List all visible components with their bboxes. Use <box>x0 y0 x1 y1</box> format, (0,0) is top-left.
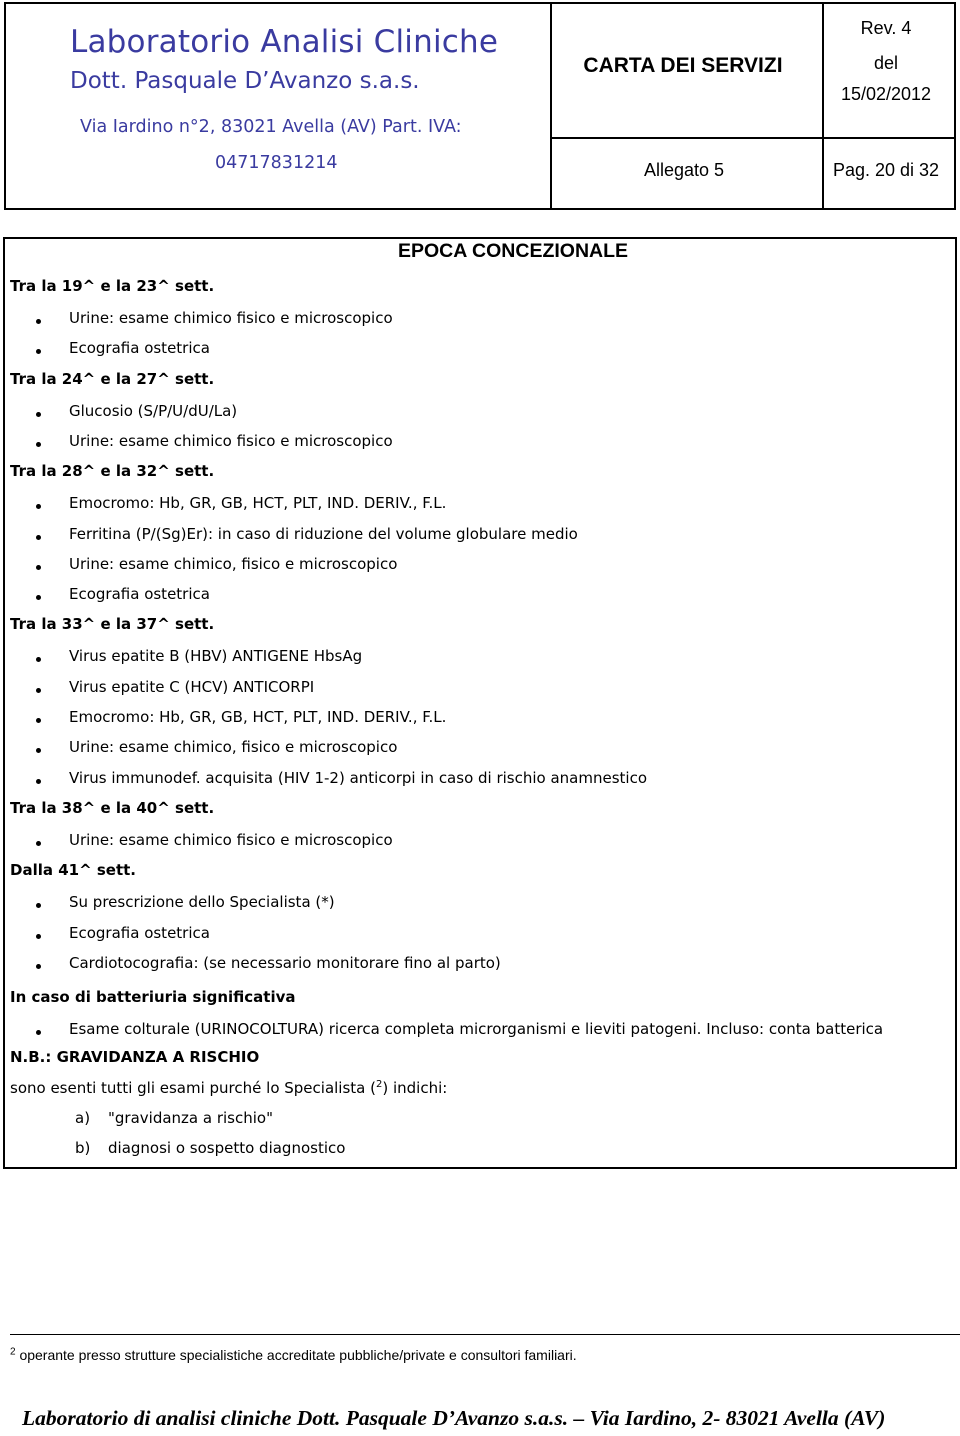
list-item: Ecografia ostetrica <box>69 923 210 942</box>
lab-vat: 04717831214 <box>215 153 338 173</box>
list-item: Virus epatite B (HBV) ANTIGENE HbsAg <box>69 647 363 666</box>
page-footer: Laboratorio di analisi cliniche Dott. Pasquale D’Avanzo s.a.s. – Via Iardino, 2- 83021 Avella (AV) <box>22 1406 886 1430</box>
document-title: CARTA DEI SERVIZI <box>583 54 783 77</box>
section-title: In caso di batteriuria significativa <box>10 988 296 1007</box>
revision-date: 15/02/2012 <box>840 84 932 104</box>
page-number: Pag. 20 di 32 <box>832 160 940 180</box>
list-item: Esame colturale (URINOCOLTURA) ricerca completa microrganismi e lieviti patogeni. Incluso: conta batterica <box>69 1020 884 1039</box>
list-item: Virus immunodef. acquisita (HIV 1-2) anticorpi in caso di rischio anamnestico <box>69 768 648 787</box>
list-item: Ferritina (P/(Sg)Er): in caso di riduzione del volume globulare medio <box>69 524 578 543</box>
header-divider <box>550 137 956 139</box>
list-item: Urine: esame chimico fisico e microscopico <box>69 431 393 450</box>
bullet-icon <box>36 565 41 570</box>
revision-del-label: del <box>873 53 899 73</box>
bullet-icon <box>36 412 41 417</box>
attachment-label: Allegato 5 <box>643 160 725 180</box>
footnote <box>10 1347 577 1363</box>
list-item: Cardiotocografia: (se necessario monitorare fino al parto) <box>69 953 501 972</box>
bullet-icon <box>36 841 41 846</box>
bullet-icon <box>36 688 41 693</box>
bullet-icon <box>36 442 41 447</box>
nb-text <box>10 1079 447 1097</box>
list-item: Urine: esame chimico, fisico e microscopico <box>69 738 398 757</box>
bullet-icon <box>36 718 41 723</box>
footnote-number: 2 <box>10 1346 16 1358</box>
nb-list-item: diagnosi o sospetto diagnostico <box>108 1139 346 1157</box>
section-title: Tra la 24^ e la 27^ sett. <box>10 369 215 388</box>
section-title: Dalla 41^ sett. <box>10 861 137 880</box>
list-item: Emocromo: Hb, GR, GB, HCT, PLT, IND. DERIV., F.L. <box>69 494 447 513</box>
revision-label: Rev. 4 <box>860 18 912 38</box>
footnote-separator <box>10 1334 960 1335</box>
footnote-text: operante presso strutture specialistiche accreditate pubbliche/private e consultori familiari. <box>19 1347 577 1363</box>
list-item: Glucosio (S/P/U/dU/La) <box>69 401 238 420</box>
lab-owner: Dott. Pasquale D’Avanzo s.a.s. <box>70 68 420 94</box>
nb-list-marker: a) <box>75 1109 91 1127</box>
section-title: Tra la 19^ e la 23^ sett. <box>10 277 215 295</box>
lab-name: Laboratorio Analisi Cliniche <box>70 24 499 60</box>
nb-text-after: ) indichi: <box>382 1079 448 1097</box>
list-item: Urine: esame chimico fisico e microscopico <box>69 309 393 327</box>
nb-list-marker: b) <box>75 1139 91 1157</box>
list-item: Virus epatite C (HCV) ANTICORPI <box>69 677 315 696</box>
nb-title: N.B.: GRAVIDANZA A RISCHIO <box>10 1048 260 1066</box>
bullet-icon <box>36 964 41 969</box>
section-heading: EPOCA CONCEZIONALE <box>398 240 629 262</box>
list-item: Ecografia ostetrica <box>69 339 210 358</box>
bullet-icon <box>36 934 41 939</box>
section-title: Tra la 38^ e la 40^ sett. <box>10 798 215 817</box>
bullet-icon <box>36 779 41 784</box>
section-title: Tra la 33^ e la 37^ sett. <box>10 615 215 634</box>
nb-list-item: "gravidanza a rischio" <box>108 1109 273 1127</box>
list-item: Ecografia ostetrica <box>69 585 210 604</box>
list-item: Su prescrizione dello Specialista (*) <box>69 893 335 912</box>
list-item: Urine: esame chimico, fisico e microscopico <box>69 554 398 573</box>
lab-address: Via Iardino n°2, 83021 Avella (AV) Part. IVA: <box>80 117 462 137</box>
nb-sup: 2 <box>375 1079 383 1090</box>
section-title: Tra la 28^ e la 32^ sett. <box>10 462 215 481</box>
list-item: Urine: esame chimico fisico e microscopico <box>69 830 393 849</box>
list-item: Emocromo: Hb, GR, GB, HCT, PLT, IND. DERIV., F.L. <box>69 708 447 726</box>
nb-text-before: sono esenti tutti gli esami purché lo Specialista ( <box>10 1079 376 1097</box>
bullet-icon <box>36 319 41 324</box>
bullet-icon <box>36 535 41 540</box>
